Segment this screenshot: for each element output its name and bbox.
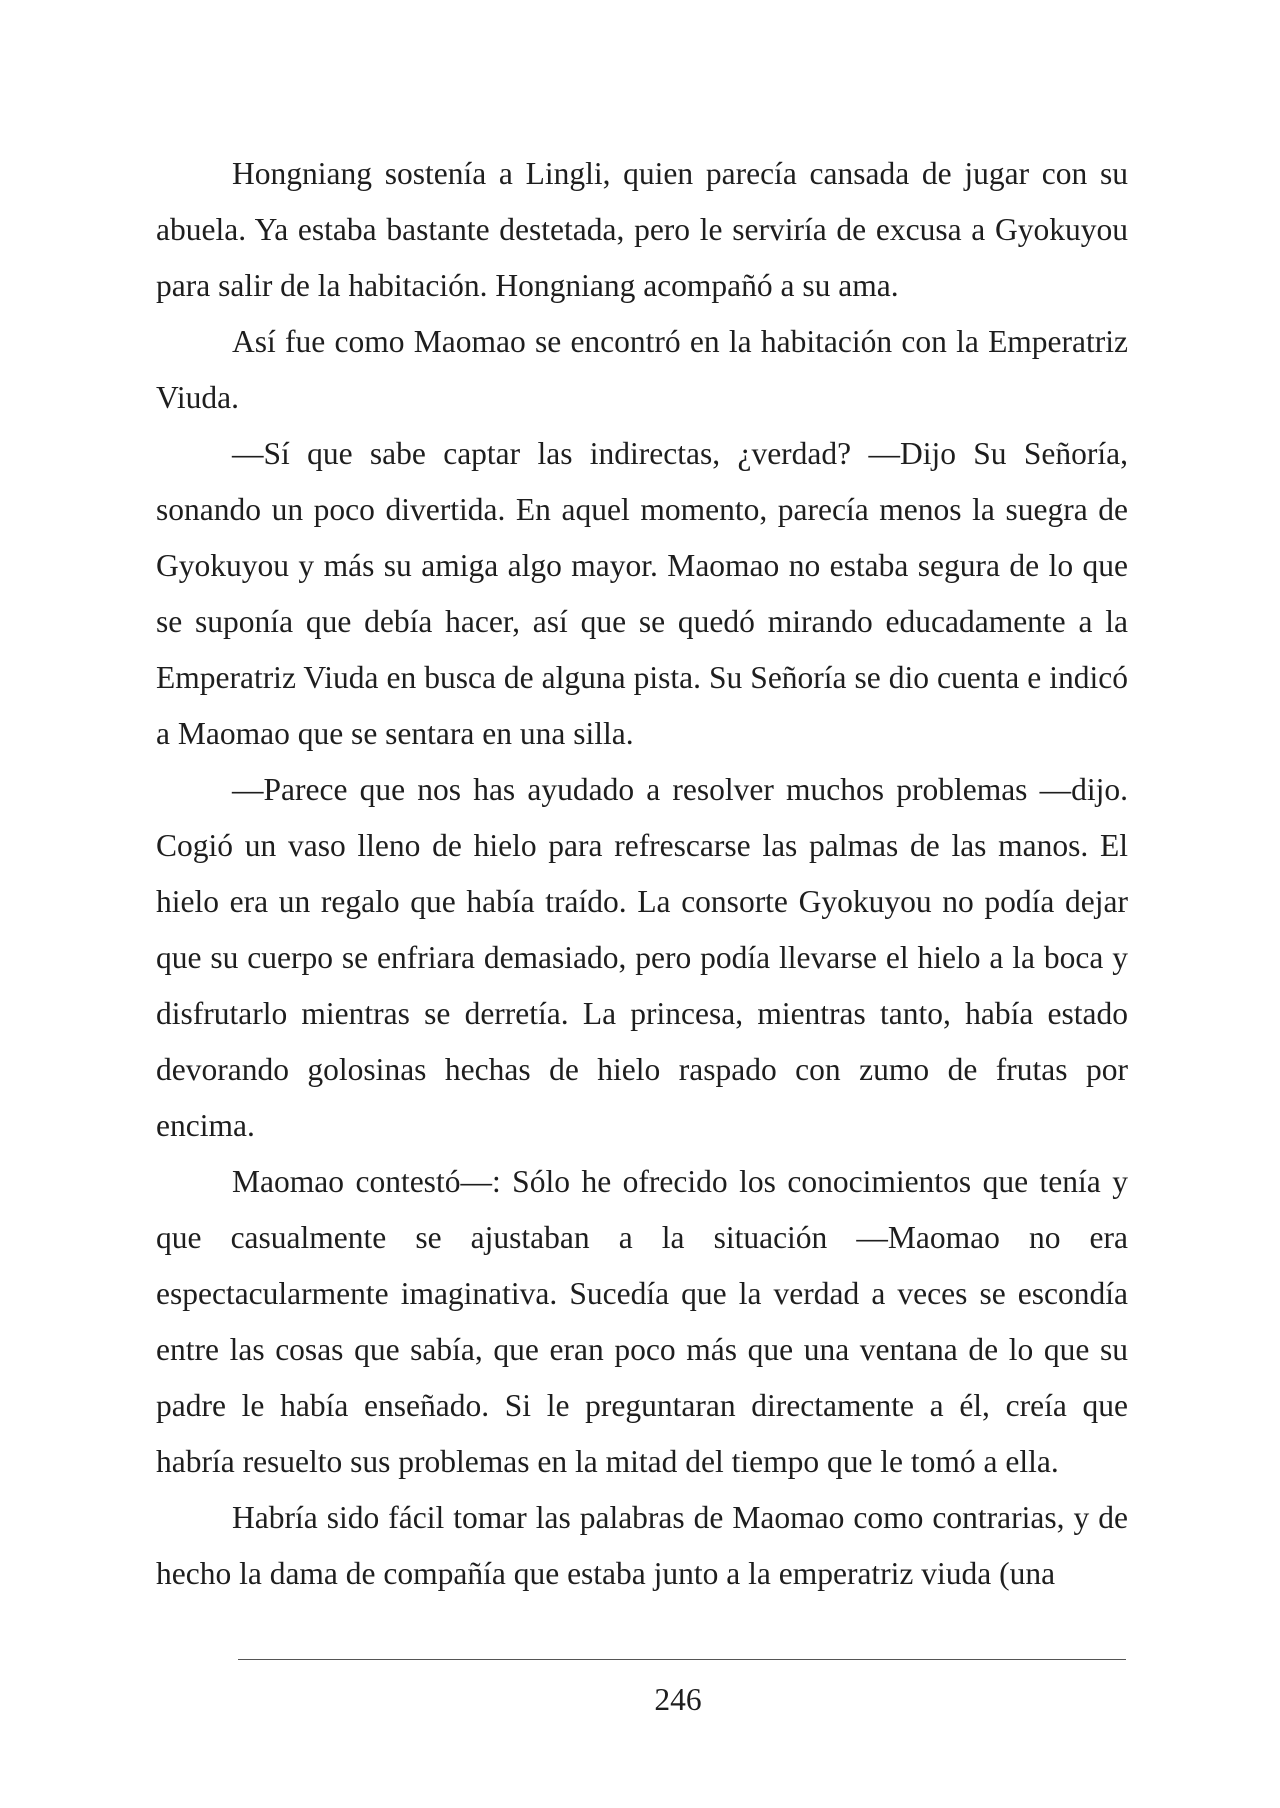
paragraph-3: —Sí que sabe captar las indirectas, ¿verdad? —Dijo Su Señoría, sonando un poco divertida. En aquel momento, parecía menos la suegra de Gyokuyou y más su amiga algo mayor. Maomao no estaba segura de lo que se suponía que debía hacer, así que se quedó mirando educadamente a la Emperatriz Viuda en busca de alguna pista. Su Señoría se dio cuenta e indicó a Maomao que se sentara en una silla. [156, 436, 1128, 751]
footer-divider [238, 1659, 1126, 1660]
paragraph-5: Maomao contestó—: Sólo he ofrecido los conocimientos que tenía y que casualmente se ajustaban a la situación —Maomao no era espectacularmente imaginativa. Sucedía que la verdad a veces se escondía entre las cosas que sabía, que eran poco más que una ventana de lo que su padre le había enseñado. Si le preguntaran directamente a él, creía que habría resuelto sus problemas en la mitad del tiempo que le tomó a ella. [156, 1164, 1128, 1479]
paragraph-6: Habría sido fácil tomar las palabras de Maomao como contrarias, y de hecho la dama de compañía que estaba junto a la emperatriz viuda (una [156, 1500, 1128, 1591]
paragraph-1: Hongniang sostenía a Lingli, quien parecía cansada de jugar con su abuela. Ya estaba bastante destetada, pero le serviría de excusa a Gyokuyou para salir de la habitación. Hongniang acompañó a su ama. [156, 156, 1128, 303]
paragraph-2: Así fue como Maomao se encontró en la habitación con la Emperatriz Viuda. [156, 324, 1128, 415]
paragraph-4: —Parece que nos has ayudado a resolver muchos problemas —dijo. Cogió un vaso lleno de hielo para refrescarse las palmas de las manos. El hielo era un regalo que había traído. La consorte Gyokuyou no podía dejar que su cuerpo se enfriara demasiado, pero podía llevarse el hielo a la boca y disfrutarlo mientras se derretía. La princesa, mientras tanto, había estado devorando golosinas hechas de hielo raspado con zumo de frutas por encima. [156, 772, 1128, 1143]
page-number: 246 [654, 1682, 702, 1717]
body-text [156, 146, 1128, 1602]
